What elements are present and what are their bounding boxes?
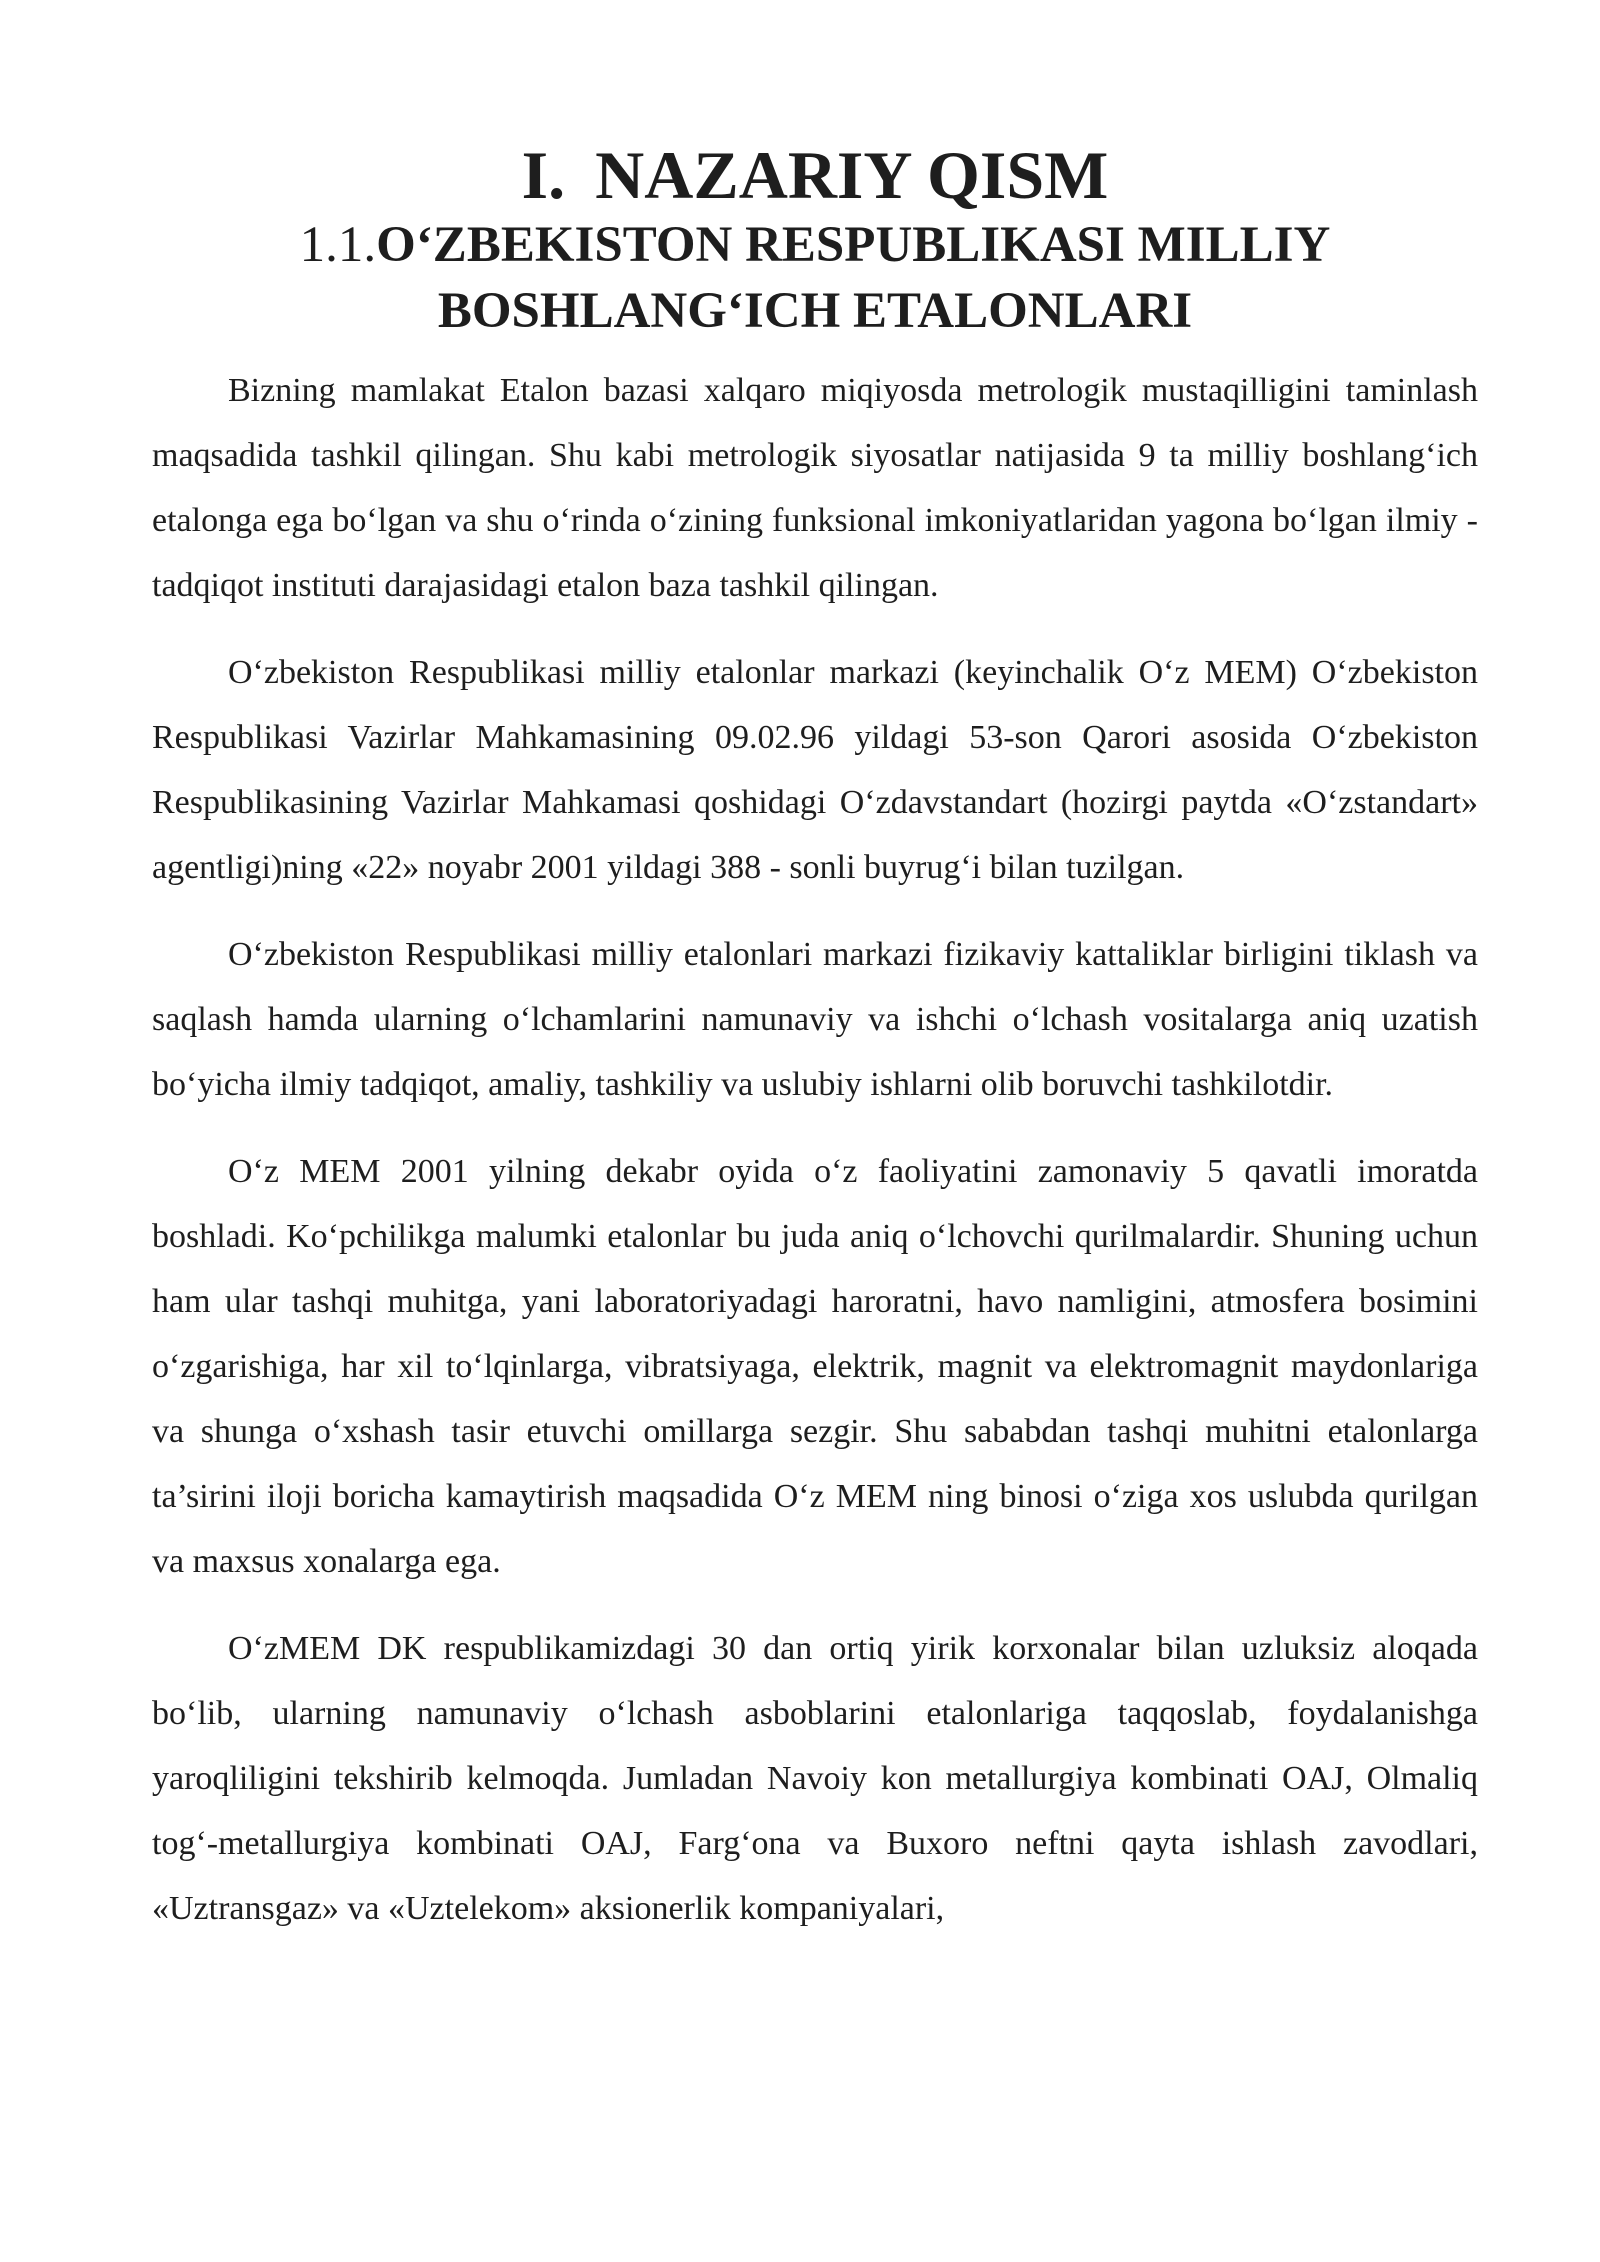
paragraph-5: O‘zMEM DK respublikamizdagi 30 dan ortiq yirik korxonalar bilan uzluksiz aloqada bo‘lib, ularning namunaviy o‘lchash asboblarini etalonlariga taqqoslab, foydalanishga yaroqliligini tekshirib kelmoqda. Jumladan Navoiy kon metallurgiya kombinati OAJ, Olmaliq tog‘-metallurgiya kombinati OAJ, Farg‘ona va Buxoro neftni qayta ishlash zavodlari, «Uztransgaz» va «Uztelekom» aksionerlik kompaniyalari,: [152, 1630, 1478, 1927]
section-title: NAZARIY QISM: [595, 137, 1109, 213]
paragraph-4: O‘z MEM 2001 yilning dekabr oyida o‘z faoliyatini zamonaviy 5 qavatli imoratda boshladi. Ko‘pchilikga malumki etalonlar bu juda aniq o‘lchovchi qurilmalardir. Shuning uchun ham ular tashqi muhitga, yani laboratoriyadagi haroratni, havo namligini, atmosfera bosimini o‘zgarishiga, har xil to‘lqinlarga, vibratsiyaga, elektrik, magnit va elektromagnit maydonlariga va shunga o‘xshash tasir etuvchi omillarga sezgir. Shu sababdan tashqi muhitni etalonlarga ta’sirini iloji boricha kamaytirish maqsadida O‘z MEM ning binosi o‘ziga xos uslubda qurilgan va maxsus xonalarga ega.: [152, 1153, 1478, 1580]
paragraph-1: Bizning mamlakat Etalon bazasi xalqaro miqiyosda metrologik mustaqilligini taminlash maqsadida tashkil qilingan. Shu kabi metrologik siyosatlar natijasida 9 ta milliy boshlang‘ich etalonga ega bo‘lgan va shu o‘rinda o‘zining funksional imkoniyatlaridan yagona bo‘lgan ilmiy - tadqiqot instituti darajasidagi etalon baza tashkil qilingan.: [152, 372, 1478, 604]
section-number: I.: [521, 137, 566, 213]
section-heading: [152, 137, 1478, 213]
paragraph-3: O‘zbekiston Respublikasi milliy etalonlari markazi fizikaviy kattaliklar birligini tiklash va saqlash hamda ularning o‘lchamlarini namunaviy va ishchi o‘lchash vositalarga aniq uzatish bo‘yicha ilmiy tadqiqot, amaliy, tashkiliy va uslubiy ishlarni olib boruvchi tashkilotdir.: [152, 936, 1478, 1103]
document-page: [152, 137, 1478, 1941]
subsection-number: 1.1.: [299, 217, 377, 273]
subsection-title: O‘ZBEKISTON RESPUBLIKASI MILLIY BOSHLANG‘ICH ETALONLARI: [376, 217, 1331, 339]
paragraph-2: O‘zbekiston Respublikasi milliy etalonlar markazi (keyinchalik O‘z MEM) O‘zbekiston Respublikasi Vazirlar Mahkamasining 09.02.96 yildagi 53-son Qarori asosida O‘zbekiston Respublikasining Vazirlar Mahkamasi qoshidagi O‘zdavstandart (hozirgi paytda «O‘zstandart» agentligi)ning «22» noyabr 2001 yildagi 388 - sonli buyrug‘i bilan tuzilgan.: [152, 654, 1478, 886]
subsection-heading: [152, 212, 1478, 344]
